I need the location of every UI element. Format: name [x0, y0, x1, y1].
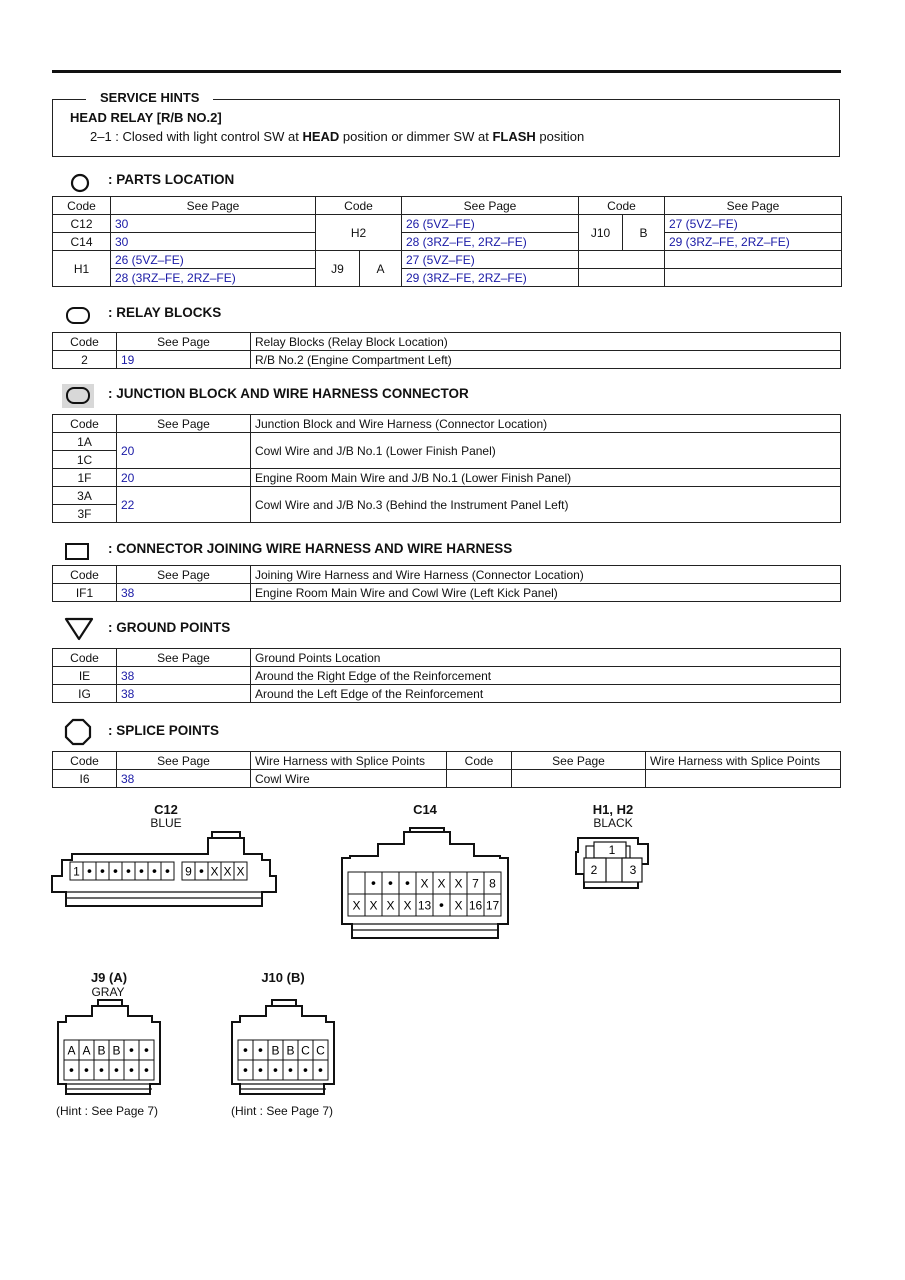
- c12-pin-label: X: [236, 864, 245, 879]
- header-see-page: See Page: [117, 752, 251, 770]
- header-see-page: See Page: [402, 197, 579, 215]
- empty-cell: [579, 251, 665, 269]
- code-cell: IE: [53, 667, 117, 685]
- page-link-c14[interactable]: 30: [111, 233, 316, 251]
- splice-points-table: [52, 751, 841, 788]
- h1h2-pin-2: 2: [590, 863, 598, 877]
- c14-pin-label: X: [386, 898, 395, 913]
- header-location: Ground Points Location: [251, 649, 841, 667]
- page-link-h2-2[interactable]: 28 (3RZ–FE, 2RZ–FE): [402, 233, 579, 251]
- c14-connector: [338, 826, 512, 942]
- location-cell: Around the Left Edge of the Reinforcement: [251, 685, 841, 703]
- j10-pin-label: B: [286, 1043, 295, 1058]
- j10-pin-label: •: [288, 1061, 293, 1078]
- header-see-page: See Page: [665, 197, 842, 215]
- hint-head: HEAD: [302, 129, 340, 144]
- c12-pin-label: •: [199, 862, 204, 879]
- page-link[interactable]: 20: [117, 433, 251, 469]
- page-link[interactable]: 19: [117, 351, 251, 369]
- code-cell: I6: [53, 770, 117, 788]
- c12-pin-label: •: [113, 862, 118, 879]
- page-link[interactable]: 38: [117, 667, 251, 685]
- c14-pin-grid: [348, 872, 501, 916]
- page-link-j9-1[interactable]: 27 (5VZ–FE): [402, 251, 579, 269]
- c12-pin-label: •: [100, 862, 105, 879]
- page-link[interactable]: 38: [117, 584, 251, 602]
- c14-pin-label: X: [454, 876, 463, 891]
- c14-pin-label: X: [420, 876, 429, 891]
- header-see-page: See Page: [117, 333, 251, 351]
- h1h2-pin-3: 3: [629, 863, 637, 877]
- page-link[interactable]: 20: [117, 469, 251, 487]
- c14-pin-label: 8: [489, 876, 496, 891]
- code-j10: J10: [579, 215, 623, 251]
- code-cell: 1F: [53, 469, 117, 487]
- header-code: Code: [316, 197, 402, 215]
- code-cell: 3F: [53, 505, 117, 523]
- j10-pin-label: •: [318, 1061, 323, 1078]
- header-see-page: See Page: [117, 415, 251, 433]
- location-cell: Cowl Wire and J/B No.1 (Lower Finish Panel): [251, 433, 841, 469]
- c14-pin-label: •: [439, 896, 444, 913]
- relay-blocks-title: : RELAY BLOCKS: [108, 305, 222, 320]
- hint-text-1: 2–1 : Closed with light control SW at: [90, 129, 303, 144]
- c12-pin-row: [70, 862, 247, 880]
- code-cell: IF1: [53, 584, 117, 602]
- j10-pin-label: •: [243, 1041, 248, 1058]
- j9-pin-label: B: [97, 1043, 106, 1058]
- c12-pin-label: •: [139, 862, 144, 879]
- j10-pin-grid: [238, 1040, 328, 1080]
- parts-location-table: [52, 196, 842, 287]
- j9-pin-label: B: [112, 1043, 121, 1058]
- page-link-j9-2[interactable]: 29 (3RZ–FE, 2RZ–FE): [402, 269, 579, 287]
- code-j9-sub: A: [360, 251, 402, 287]
- c14-pin-label: X: [437, 876, 446, 891]
- code-cell: 3A: [53, 487, 117, 505]
- c12-pin-label: •: [126, 862, 131, 879]
- c14-pin-label: X: [352, 898, 361, 913]
- empty-cell: [512, 770, 646, 788]
- location-cell: Engine Room Main Wire and Cowl Wire (Left Kick Panel): [251, 584, 841, 602]
- code-cell: 2: [53, 351, 117, 369]
- location-cell: Around the Right Edge of the Reinforcement: [251, 667, 841, 685]
- j9-pin-label: A: [82, 1043, 91, 1058]
- ground-points-title: : GROUND POINTS: [108, 620, 231, 635]
- junction-block-title: : JUNCTION BLOCK AND WIRE HARNESS CONNECTOR: [108, 386, 469, 401]
- header-see-page: See Page: [111, 197, 316, 215]
- parts-location-title: : PARTS LOCATION: [108, 172, 235, 187]
- j9-pin-label: •: [129, 1041, 134, 1058]
- junction-block-table: [52, 414, 841, 523]
- c14-pin-label: X: [454, 898, 463, 913]
- c12-pin-label: •: [165, 862, 170, 879]
- page-link-j10-1[interactable]: 27 (5VZ–FE): [665, 215, 842, 233]
- page-link-h1-2[interactable]: 28 (3RZ–FE, 2RZ–FE): [111, 269, 316, 287]
- connector-joining-table: [52, 565, 841, 602]
- table-row: [53, 584, 841, 602]
- table-row: [53, 770, 841, 788]
- c14-pin-label: 17: [485, 898, 500, 913]
- j9-pin-label: •: [114, 1061, 119, 1078]
- header-location: Joining Wire Harness and Wire Harness (Connector Location): [251, 566, 841, 584]
- service-hints-title: SERVICE HINTS: [86, 90, 213, 105]
- c12-pin-label: X: [210, 864, 219, 879]
- junction-block-icon: [66, 387, 90, 404]
- c12-pin-label: •: [87, 862, 92, 879]
- h1h2-color: BLACK: [593, 816, 633, 830]
- j9-pin-grid: [64, 1040, 154, 1080]
- j9-color: GRAY: [91, 985, 125, 999]
- location-cell: Cowl Wire and J/B No.3 (Behind the Instrument Panel Left): [251, 487, 841, 523]
- header-location: Relay Blocks (Relay Block Location): [251, 333, 841, 351]
- j10-pin-label: C: [316, 1043, 325, 1058]
- c14-pin-label: •: [405, 874, 410, 891]
- splice-points-title: : SPLICE POINTS: [108, 723, 220, 738]
- code-c12: C12: [53, 215, 111, 233]
- header-code: Code: [447, 752, 512, 770]
- table-row: [53, 667, 841, 685]
- page-link[interactable]: 38: [117, 685, 251, 703]
- c14-pin-label: •: [388, 874, 393, 891]
- triangle-icon: [64, 617, 94, 641]
- ground-points-table: [52, 648, 841, 703]
- header-code: Code: [53, 197, 111, 215]
- j10-pin-label: C: [301, 1043, 310, 1058]
- h1h2-pin-1: 1: [608, 843, 616, 857]
- c12-pin-label: •: [152, 862, 157, 879]
- c14-pin-label: X: [369, 898, 378, 913]
- page-link-c12[interactable]: 30: [111, 215, 316, 233]
- c12-connector: [48, 830, 280, 912]
- location-cell: R/B No.2 (Engine Compartment Left): [251, 351, 841, 369]
- header-see-page: See Page: [512, 752, 646, 770]
- hint-flash: FLASH: [492, 129, 536, 144]
- hint-text-3: position: [535, 129, 585, 144]
- j10-pin-label: •: [303, 1061, 308, 1078]
- c14-pin-cell: [348, 872, 365, 894]
- j10-label: J10 (B): [261, 970, 305, 985]
- page-link-j10-2[interactable]: 29 (3RZ–FE, 2RZ–FE): [665, 233, 842, 251]
- location-cell: Engine Room Main Wire and J/B No.1 (Lower Finish Panel): [251, 469, 841, 487]
- empty-cell: [665, 269, 842, 287]
- wire-harness-cell: Cowl Wire: [251, 770, 447, 788]
- header-code: Code: [53, 415, 117, 433]
- code-cell: IG: [53, 685, 117, 703]
- c12-label: C12: [154, 802, 178, 817]
- code-h1: H1: [53, 251, 111, 287]
- j10-pin-label: •: [258, 1041, 263, 1058]
- j9-pin-label: •: [144, 1061, 149, 1078]
- header-code: Code: [53, 649, 117, 667]
- code-c14: C14: [53, 233, 111, 251]
- empty-cell: [665, 251, 842, 269]
- page-link-h1-1[interactable]: 26 (5VZ–FE): [111, 251, 316, 269]
- service-hints-box: [52, 99, 840, 157]
- head-relay-description: [90, 129, 584, 144]
- circle-icon: [70, 173, 90, 193]
- c12-pin-label: X: [223, 864, 232, 879]
- c14-label: C14: [413, 802, 437, 817]
- header-code: Code: [53, 333, 117, 351]
- empty-cell: [579, 269, 665, 287]
- header-see-page: See Page: [117, 566, 251, 584]
- empty-cell: [646, 770, 841, 788]
- header-see-page: See Page: [117, 649, 251, 667]
- j9-connector: [52, 998, 166, 1098]
- j9-pin-label: •: [99, 1061, 104, 1078]
- j9-label: J9 (A): [90, 970, 128, 985]
- j9-pin-label: •: [129, 1061, 134, 1078]
- j9-pin-label: A: [67, 1043, 76, 1058]
- table-row: [53, 351, 841, 369]
- header-code: Code: [53, 752, 117, 770]
- j10-pin-label: •: [273, 1061, 278, 1078]
- c14-pin-label: 16: [468, 898, 483, 913]
- j10-pin-label: •: [258, 1061, 263, 1078]
- page-link[interactable]: 38: [117, 770, 251, 788]
- code-j10-sub: B: [623, 215, 665, 251]
- page-link[interactable]: 22: [117, 487, 251, 523]
- code-cell: 1C: [53, 451, 117, 469]
- c14-pin-label: X: [403, 898, 412, 913]
- header-location: Junction Block and Wire Harness (Connector Location): [251, 415, 841, 433]
- code-h2: H2: [316, 215, 402, 251]
- j9-pin-label: •: [84, 1061, 89, 1078]
- header-wire-harness: Wire Harness with Splice Points: [646, 752, 841, 770]
- header-code: Code: [53, 566, 117, 584]
- relay-block-icon: [66, 307, 90, 324]
- c12-pin-label: 9: [185, 864, 192, 879]
- head-relay-heading: HEAD RELAY [R/B NO.2]: [70, 110, 222, 125]
- connector-joining-icon: [65, 543, 89, 560]
- code-cell: 1A: [53, 433, 117, 451]
- h1h2-label: H1, H2: [592, 802, 634, 817]
- octagon-icon: [64, 718, 92, 746]
- relay-blocks-table: [52, 332, 841, 369]
- empty-cell: [447, 770, 512, 788]
- c12-color: BLUE: [150, 816, 182, 830]
- table-row: [53, 685, 841, 703]
- c14-pin-label: 13: [417, 898, 432, 913]
- connector-joining-title: : CONNECTOR JOINING WIRE HARNESS AND WIRE HARNESS: [108, 541, 513, 556]
- h1h2-connector: [572, 828, 652, 900]
- c12-pin-label: 1: [73, 864, 80, 879]
- j10-connector: [226, 998, 340, 1098]
- page-link-h2-1[interactable]: 26 (5VZ–FE): [402, 215, 579, 233]
- j9-hint: (Hint : See Page 7): [56, 1104, 159, 1118]
- hint-text-2: position or dimmer SW at: [339, 129, 493, 144]
- j10-pin-label: •: [243, 1061, 248, 1078]
- j10-pin-label: B: [271, 1043, 280, 1058]
- header-wire-harness: Wire Harness with Splice Points: [251, 752, 447, 770]
- j9-pin-label: •: [144, 1041, 149, 1058]
- j9-pin-label: •: [69, 1061, 74, 1078]
- c14-pin-label: •: [371, 874, 376, 891]
- header-code: Code: [579, 197, 665, 215]
- j10-hint: (Hint : See Page 7): [231, 1104, 334, 1118]
- top-rule: [52, 70, 841, 73]
- c14-pin-label: 7: [472, 876, 479, 891]
- code-j9: J9: [316, 251, 360, 287]
